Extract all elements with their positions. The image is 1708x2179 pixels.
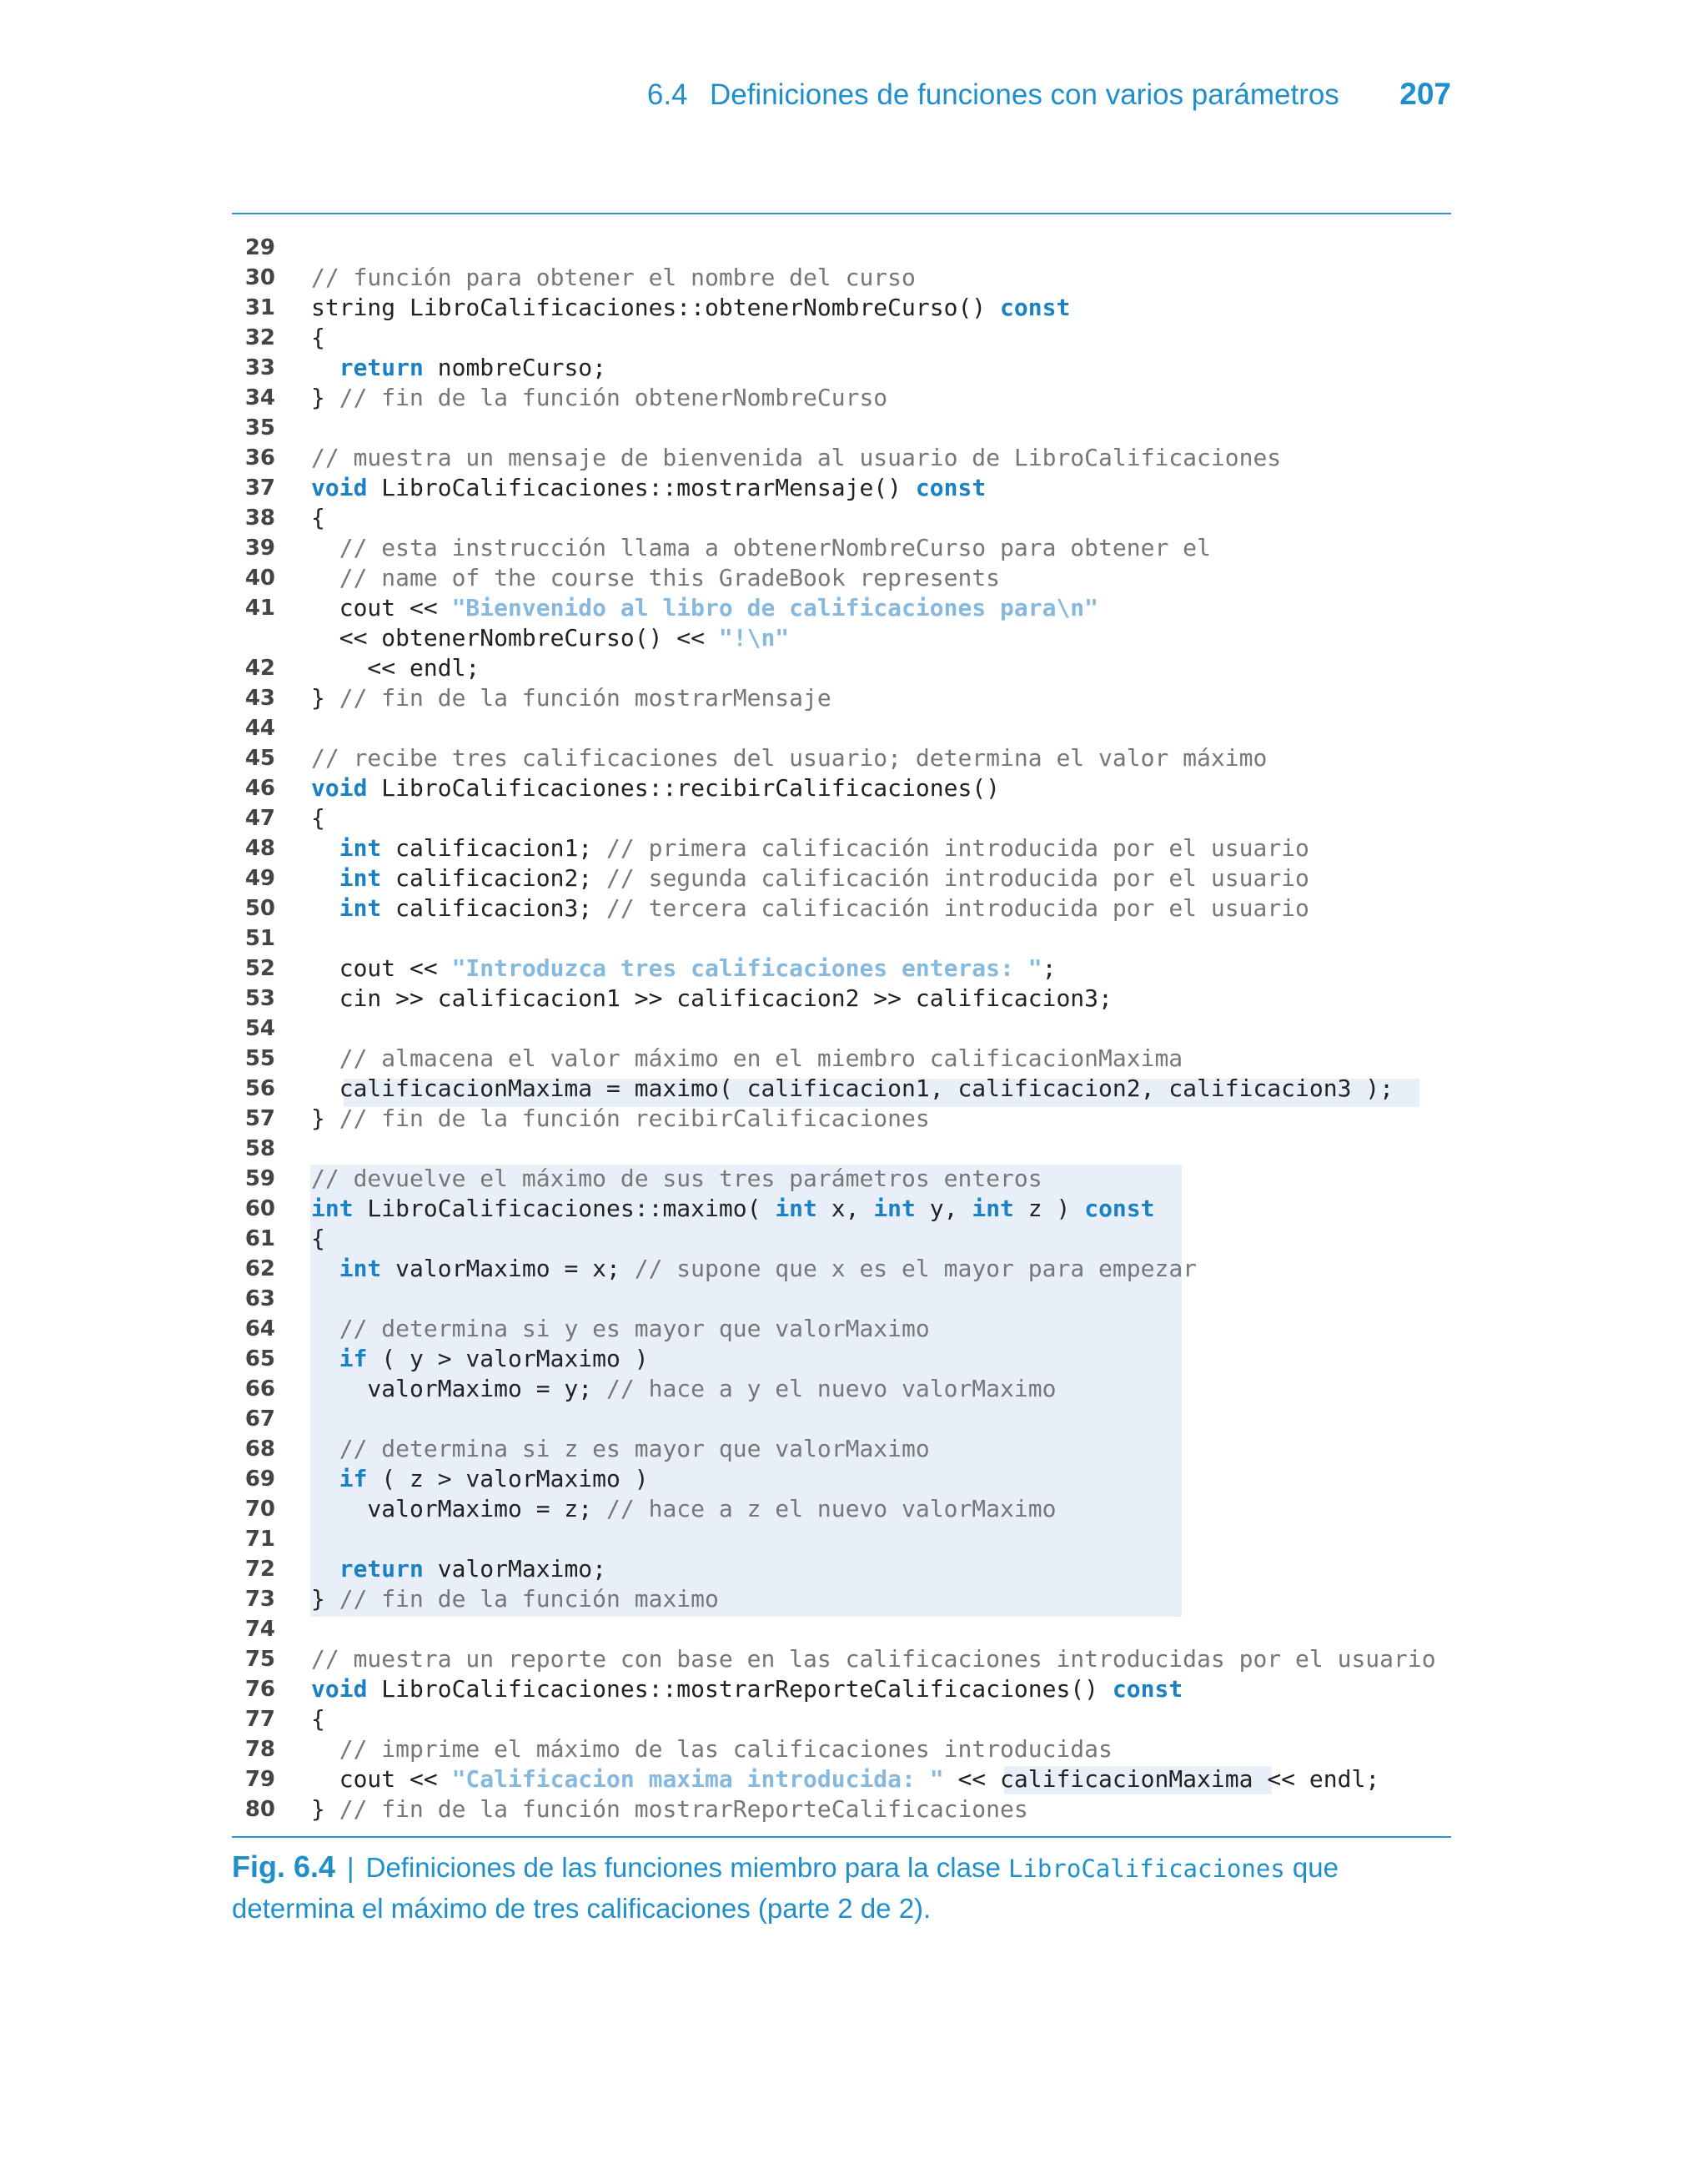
- code-text: [311, 593, 1098, 623]
- code-token-cm: // segunda calificación introducida por el usuario: [606, 864, 1309, 892]
- code-token-plain: LibroCalificaciones::recibirCalificaciones(): [367, 774, 1001, 802]
- code-token-kw: const: [1084, 1195, 1155, 1222]
- code-token-plain: }: [311, 1795, 339, 1823]
- code-token-plain: [311, 534, 339, 561]
- code-token-kw: int: [339, 1255, 382, 1282]
- code-token-cm: // esta instrucción llama a obtenerNombreCurso para obtener el: [339, 534, 1211, 561]
- code-token-kw: int: [339, 894, 382, 922]
- line-number: 69: [244, 1467, 275, 1492]
- figure-caption: [232, 1847, 1451, 1929]
- page-number: 207: [1399, 77, 1451, 111]
- line-number: 74: [244, 1617, 275, 1642]
- code-text: [311, 1254, 1197, 1284]
- line-number: 50: [244, 896, 275, 921]
- code-text: [311, 773, 1000, 803]
- code-token-plain: LibroCalificaciones::mostrarReporteCalificaciones(): [367, 1675, 1113, 1703]
- code-token-plain: nombreCurso;: [423, 354, 607, 381]
- line-number: 80: [244, 1797, 275, 1822]
- line-number: 43: [244, 686, 275, 711]
- line-number: 61: [244, 1226, 275, 1251]
- code-text: [311, 623, 789, 653]
- code-text: [311, 1224, 325, 1254]
- code-text: [311, 1494, 1056, 1524]
- code-token-plain: x,: [816, 1195, 874, 1222]
- code-token-cm: // muestra un mensaje de bienvenida al usuario de LibroCalificaciones: [311, 444, 1282, 471]
- code-token-plain: [311, 1435, 339, 1462]
- code-token-kw: if: [339, 1465, 368, 1492]
- line-number: 78: [244, 1737, 275, 1762]
- top-rule: [232, 213, 1451, 214]
- line-number: 41: [244, 596, 275, 621]
- line-number: 49: [244, 866, 275, 891]
- code-token-plain: }: [311, 684, 339, 712]
- code-text: [311, 653, 480, 683]
- code-text: [311, 263, 916, 293]
- line-number: 34: [244, 385, 275, 410]
- code-token-cm: // recibe tres calificaciones del usuario; determina el valor máximo: [311, 744, 1268, 772]
- code-token-plain: << endl;: [311, 654, 480, 682]
- code-token-plain: }: [311, 1105, 339, 1132]
- code-text: [311, 1584, 719, 1614]
- line-number: 32: [244, 325, 275, 350]
- code-text: [311, 1434, 930, 1464]
- code-token-cm: // fin de la función recibirCalificaciones: [339, 1105, 930, 1132]
- code-text: [311, 1104, 930, 1134]
- line-number: 44: [244, 716, 275, 741]
- line-number: 77: [244, 1707, 275, 1732]
- code-text: [311, 1554, 606, 1584]
- code-token-kw: if: [339, 1345, 368, 1372]
- code-token-kw: const: [1112, 1675, 1183, 1703]
- code-text: [311, 833, 1309, 863]
- code-token-plain: cin >> calificacion1 >> calificacion2 >> calificacion3;: [311, 984, 1113, 1012]
- code-text: [311, 1074, 1394, 1104]
- code-text: [311, 1764, 1379, 1794]
- code-token-cm: // determina si y es mayor que valorMaximo: [339, 1315, 930, 1342]
- code-token-plain: ;: [1042, 954, 1057, 982]
- code-token-cm: // fin de la función mostrarMensaje: [339, 684, 831, 712]
- code-token-plain: [311, 1315, 339, 1342]
- line-number: 45: [244, 746, 275, 771]
- code-token-kw: void: [311, 774, 368, 802]
- code-text: [311, 1794, 1028, 1824]
- code-text: [311, 1374, 1056, 1404]
- code-token-plain: calificacion1;: [381, 834, 607, 862]
- code-token-kw: int: [339, 834, 382, 862]
- code-token-cm: // hace a z el nuevo valorMaximo: [606, 1495, 1057, 1522]
- code-text: [311, 443, 1281, 473]
- code-text: [311, 1734, 1113, 1764]
- line-number: 60: [244, 1196, 275, 1221]
- line-number: 79: [244, 1767, 275, 1792]
- code-token-plain: LibroCalificaciones::maximo(: [353, 1195, 776, 1222]
- line-number: 36: [244, 445, 275, 471]
- code-token-plain: [311, 354, 339, 381]
- line-number: 73: [244, 1587, 275, 1612]
- code-token-kw: void: [311, 1675, 368, 1703]
- code-token-plain: {: [311, 324, 325, 351]
- line-number: 53: [244, 986, 275, 1011]
- code-token-plain: valorMaximo = y;: [311, 1375, 607, 1402]
- code-token-plain: [311, 894, 339, 922]
- line-number: 56: [244, 1076, 275, 1101]
- line-number: 39: [244, 536, 275, 561]
- line-number: 62: [244, 1256, 275, 1281]
- code-token-plain: [311, 1465, 339, 1492]
- code-token-str: "Calificacion maxima introducida: ": [451, 1765, 944, 1793]
- code-token-cm: // supone que x es el mayor para empezar: [634, 1255, 1198, 1282]
- section-number: 6.4: [646, 78, 688, 111]
- line-number: 33: [244, 355, 275, 380]
- code-token-cm: // función para obtener el nombre del curso: [311, 264, 916, 291]
- line-number: 29: [244, 235, 275, 260]
- line-number: 65: [244, 1346, 275, 1371]
- code-token-cm: // determina si z es mayor que valorMaximo: [339, 1435, 930, 1462]
- line-number: 47: [244, 806, 275, 831]
- line-number: 76: [244, 1677, 275, 1702]
- code-text: [311, 1464, 649, 1494]
- code-text: [311, 1674, 1183, 1704]
- code-text: [311, 293, 1070, 323]
- code-token-plain: valorMaximo = x;: [381, 1255, 635, 1282]
- code-text: [311, 1344, 649, 1374]
- line-number: 71: [244, 1527, 275, 1552]
- code-text: [311, 1704, 325, 1734]
- code-token-plain: y,: [915, 1195, 972, 1222]
- code-text: [311, 803, 325, 833]
- code-token-plain: LibroCalificaciones::mostrarMensaje(): [367, 474, 916, 501]
- code-token-cm: // fin de la función mostrarReporteCalificaciones: [339, 1795, 1028, 1823]
- code-token-kw: void: [311, 474, 368, 501]
- code-token-kw: return: [339, 354, 424, 381]
- line-number: 64: [244, 1316, 275, 1341]
- line-number: 59: [244, 1166, 275, 1191]
- code-token-str: "Bienvenido al libro de calificaciones para\n": [451, 594, 1099, 621]
- code-token-cm: // tercera calificación introducida por el usuario: [606, 894, 1309, 922]
- code-text: [311, 1044, 1183, 1074]
- code-token-cm: // name of the course this GradeBook represents: [339, 564, 1001, 591]
- code-token-kw: int: [339, 864, 382, 892]
- code-token-kw: const: [915, 474, 987, 501]
- code-token-kw: int: [972, 1195, 1014, 1222]
- code-token-plain: [311, 1255, 339, 1282]
- line-number: 70: [244, 1497, 275, 1522]
- code-token-plain: [311, 1555, 339, 1583]
- code-token-plain: {: [311, 804, 325, 832]
- code-token-cm: // hace a y el nuevo valorMaximo: [606, 1375, 1057, 1402]
- code-text: [311, 954, 1056, 984]
- code-token-kw: int: [873, 1195, 916, 1222]
- code-token-plain: calificacionMaxima = maximo( calificacion1, calificacion2, calificacion3 );: [311, 1074, 1394, 1102]
- code-text: [311, 533, 1211, 563]
- caption-separator: |: [347, 1852, 354, 1883]
- line-number: 75: [244, 1647, 275, 1672]
- line-number: 52: [244, 956, 275, 981]
- code-token-cm: // devuelve el máximo de sus tres parámetros enteros: [311, 1165, 1042, 1192]
- section-title: Definiciones de funciones con varios parámetros: [709, 78, 1339, 111]
- code-token-plain: cout <<: [311, 594, 452, 621]
- running-head: [0, 77, 1451, 112]
- code-token-kw: const: [1000, 294, 1071, 321]
- caption-text-before: Definiciones de las funciones miembro para la clase: [365, 1852, 1009, 1883]
- code-token-plain: string LibroCalificaciones::obtenerNombreCurso(): [311, 294, 1001, 321]
- code-token-plain: [311, 564, 339, 591]
- line-number: 67: [244, 1407, 275, 1432]
- line-number: 58: [244, 1136, 275, 1161]
- code-text: [311, 1644, 1436, 1674]
- code-token-plain: calificacion3;: [381, 894, 607, 922]
- code-token-plain: }: [311, 1585, 339, 1613]
- code-token-plain: [311, 1044, 339, 1072]
- code-token-plain: << calificacionMaxima << endl;: [943, 1765, 1380, 1793]
- code-text: [311, 323, 325, 353]
- code-token-kw: int: [775, 1195, 817, 1222]
- figure-label: Fig. 6.4: [232, 1849, 336, 1884]
- code-text: [311, 383, 887, 413]
- line-number: 37: [244, 476, 275, 501]
- code-text: [311, 893, 1309, 923]
- code-token-plain: valorMaximo = z;: [311, 1495, 607, 1522]
- code-token-kw: int: [311, 1195, 354, 1222]
- code-token-cm: // almacena el valor máximo en el miembro calificacionMaxima: [339, 1044, 1183, 1072]
- code-token-cm: // fin de la función maximo: [339, 1585, 719, 1613]
- line-number: 54: [244, 1016, 275, 1041]
- line-number: 31: [244, 295, 275, 320]
- line-number: 51: [244, 926, 275, 951]
- line-number: 66: [244, 1376, 275, 1402]
- line-number: 42: [244, 656, 275, 681]
- code-token-plain: ( z > valorMaximo ): [367, 1465, 649, 1492]
- code-token-plain: }: [311, 384, 339, 411]
- code-token-plain: {: [311, 504, 325, 531]
- code-text: [311, 563, 1000, 593]
- code-token-cm: // imprime el máximo de las calificaciones introducidas: [339, 1735, 1113, 1763]
- code-token-cm: // primera calificación introducida por el usuario: [606, 834, 1309, 862]
- line-number: 55: [244, 1046, 275, 1071]
- code-token-plain: calificacion2;: [381, 864, 607, 892]
- code-token-str: "Introduzca tres calificaciones enteras: ": [451, 954, 1042, 982]
- line-number: 30: [244, 265, 275, 290]
- code-text: [311, 503, 325, 533]
- code-token-plain: valorMaximo;: [423, 1555, 607, 1583]
- code-token-plain: [311, 834, 339, 862]
- code-text: [311, 984, 1113, 1014]
- code-text: [311, 1314, 930, 1344]
- code-token-str: "!\n": [718, 624, 790, 652]
- code-token-plain: cout <<: [311, 1765, 452, 1793]
- bottom-rule: [232, 1836, 1451, 1838]
- line-number: 63: [244, 1286, 275, 1311]
- code-token-plain: cout <<: [311, 954, 452, 982]
- code-token-plain: z ): [1013, 1195, 1085, 1222]
- code-token-plain: [311, 1345, 339, 1372]
- code-text: [311, 863, 1309, 893]
- caption-class-name: LibroCalificaciones: [1008, 1854, 1285, 1883]
- code-text: [311, 1164, 1042, 1194]
- caption-text-after: que determina el máximo de tres calificaciones (parte 2 de 2).: [232, 1852, 1339, 1924]
- line-number: 35: [244, 415, 275, 440]
- code-token-cm: // fin de la función obtenerNombreCurso: [339, 384, 888, 411]
- code-text: [311, 353, 606, 383]
- line-number: 57: [244, 1106, 275, 1131]
- code-token-kw: return: [339, 1555, 424, 1583]
- line-number: 68: [244, 1437, 275, 1462]
- code-text: [311, 743, 1267, 773]
- code-text: [311, 473, 986, 503]
- line-number: 46: [244, 776, 275, 801]
- line-number: 40: [244, 566, 275, 591]
- code-token-plain: [311, 864, 339, 892]
- code-text: [311, 1194, 1155, 1224]
- code-token-plain: << obtenerNombreCurso() <<: [311, 624, 719, 652]
- code-token-plain: ( y > valorMaximo ): [367, 1345, 649, 1372]
- code-text: [311, 683, 831, 713]
- line-number: 72: [244, 1557, 275, 1582]
- code-token-plain: {: [311, 1705, 325, 1733]
- code-token-plain: [311, 1735, 339, 1763]
- code-token-cm: // muestra un reporte con base en las calificaciones introducidas por el usuario: [311, 1645, 1436, 1673]
- line-number: 38: [244, 506, 275, 531]
- code-token-plain: {: [311, 1225, 325, 1252]
- line-number: 48: [244, 836, 275, 861]
